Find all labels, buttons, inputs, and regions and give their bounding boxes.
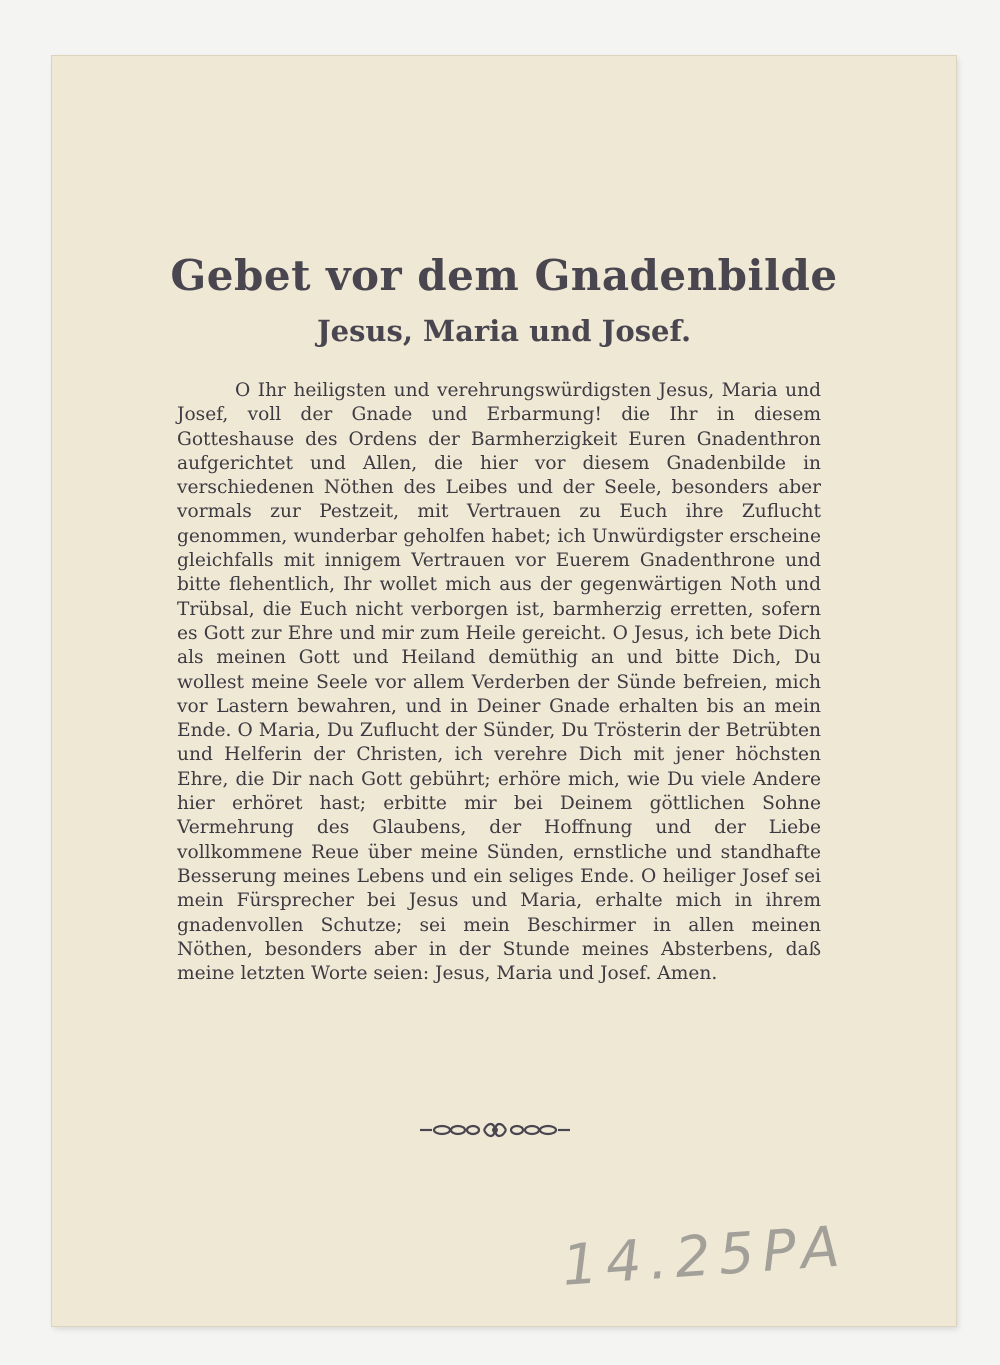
prayer-card — [52, 56, 956, 1326]
prayer-title: Gebet vor dem Gnadenbilde — [170, 251, 838, 300]
handwritten-note: 14.25PA — [560, 1214, 850, 1299]
ornament-divider — [418, 1118, 572, 1142]
prayer-text: O Ihr heiligsten und verehrungswürdigsten Jesus, Maria und Josef, voll der Gnade und Erbarmung! die Ihr in diesem Gotteshause des Ordens der Barmherzigkeit Euren Gnadenthron aufgerichtet und Allen, die hier vor diesem Gnadenbilde in verschiedenen Nöthen des Leibes und der Seele, besonders aber vormals zur Pestzeit, mit Vertrauen zu Euch ihre Zuflucht genommen, wunderbar geholfen habet; ich Unwürdigster erscheine gleichfalls mit innigem Vertrauen vor Euerem Gnadenthrone und bitte flehentlich, Ihr wollet mich aus der gegenwärtigen Noth und Trübsal, die Euch nicht verborgen ist, barmherzig erretten, sofern es Gott zur Ehre und mir zum Heile gereicht. O Jesus, ich bete Dich als meinen Gott und Heiland demüthig an und bitte Dich, Du wollest meine Seele vor allem Verderben der Sünde befreien, mich vor Lastern bewahren, und in Deiner Gnade erhalten bis an mein Ende. O Maria, Du Zuflucht der Sünder, Du Trösterin der Betrübten und Helferin der Christen, ich verehre Dich mit jener höchsten Ehre, die Dir nach Gott gebührt; erhöre mich, wie Du viele Andere hier erhöret hast; erbitte mir bei Deinem göttlichen Sohne Vermehrung des Glaubens, der Hoffnung und der Liebe vollkommene Reue über meine Sünden, ernstliche und standhafte Besserung meines Lebens und ein seliges Ende. O heiliger Josef sei mein Fürsprecher bei Jesus und Maria, erhalte mich in ihrem gnadenvollen Schutze; sei mein Beschirmer in allen meinen Nöthen, besonders aber in der Stunde meines Absterbens, daß meine letzten Worte seien: Jesus, Maria und Josef. Amen. — [177, 380, 821, 985]
prayer-subtitle: Jesus, Maria und Josef. — [316, 314, 692, 348]
